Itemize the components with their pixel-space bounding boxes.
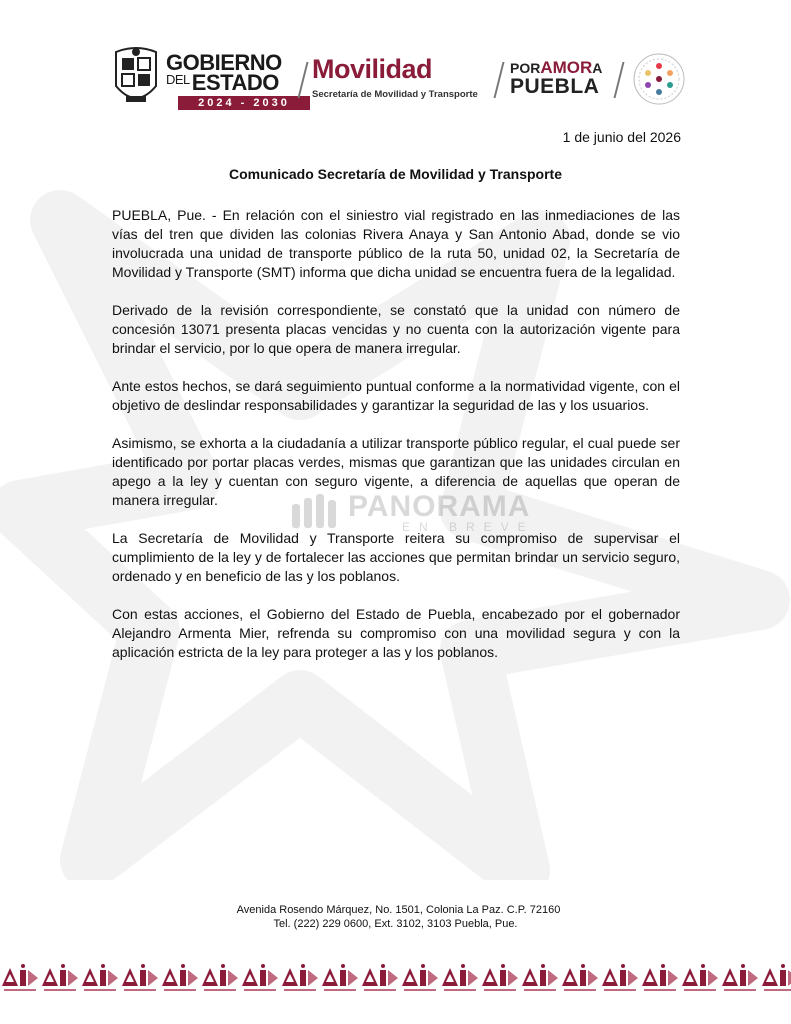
header-logos [112,44,684,114]
puebla-text: PUEBLA [510,75,600,98]
equality-badge-logo [632,52,686,106]
del-estado-text: $^{DEL}$ESTADO [166,70,279,95]
document-body [112,206,680,681]
por-amor-a-puebla-logo [510,58,610,106]
paragraph: La Secretaría de Movilidad y Transporte reitera su compromiso de supervisar el cumplimiento de la ley y de fortalecer las acciones que permitan brindar un servicio seguro, ordenado y en beneficio de las y los poblanos. [112,530,680,584]
en-breve-text: EN BREVE [402,520,535,534]
paragraph: Ante estos hechos, se dará seguimiento puntual conforme a la normatividad vigente, con el objetivo de deslindar responsabilidades y garantizar la seguridad de las y los usuarios. [112,378,680,413]
movilidad-title: Movilidad [312,54,433,84]
gobierno-years-band: 2024 - 2030 [178,96,310,110]
header-divider [494,62,505,98]
gobierno-text: GOBIERNO [166,50,282,75]
paragraph: Derivado de la revisión correspondiente, se constató que la unidad con número de concesión 13071 presenta placas vencidas y no cuenta con la autorización vigente para brindar el servicio, por lo que opera de manera irregular. [112,302,680,356]
paragraph: Con estas acciones, el Gobierno del Estado de Puebla, encabezado por el gobernador Alejandro Armenta Mier, refrenda su compromiso con una movilidad segura y con la aplicación estricta de la ley para proteger a las y los poblanos. [112,606,680,660]
document-title: Comunicado Secretaría de Movilidad y Transporte [229,166,562,182]
footer-phone: Tel. (222) 229 0600, Ext. 3102, 3103 Puebla, Pue. [273,918,518,930]
panorama-text: PANORAMA [348,490,531,523]
header-divider [614,62,625,98]
decorative-pattern-border [0,956,791,1000]
state-seal-logo [112,46,160,108]
paragraph: Asimismo, se exhorta a la ciudadanía a utilizar transporte público regular, el cual puede ser identificado por portar placas verdes, mismas que garantizan que las unidades circulan en apego a la ley y cuentan con seguro vigente, a diferencia de aquellas que operan de manera irregular. [112,435,680,508]
document-date: 1 de junio del 2026 [562,129,681,145]
paragraph: PUEBLA, Pue. - En relación con el siniestro vial registrado en las inmediaciones de las vías del tren que dividen las colonias Rivera Anaya y San Antonio Abad, donde se vio involucrada una unidad de transporte público de la ruta 50, unidad 02, la Secretaría de Movilidad y Transporte (SMT) informa que dicha unidad se encuentra fuera de la legalidad. [112,207,680,280]
movilidad-subtitle: Secretaría de Movilidad y Transporte [312,89,478,100]
footer-address: Avenida Rosendo Márquez, No. 1501, Colonia La Paz. C.P. 72160 [236,904,561,916]
por-amor-text: PORAMORA [510,58,603,77]
document-footer [0,903,791,931]
movilidad-logo [312,54,492,104]
